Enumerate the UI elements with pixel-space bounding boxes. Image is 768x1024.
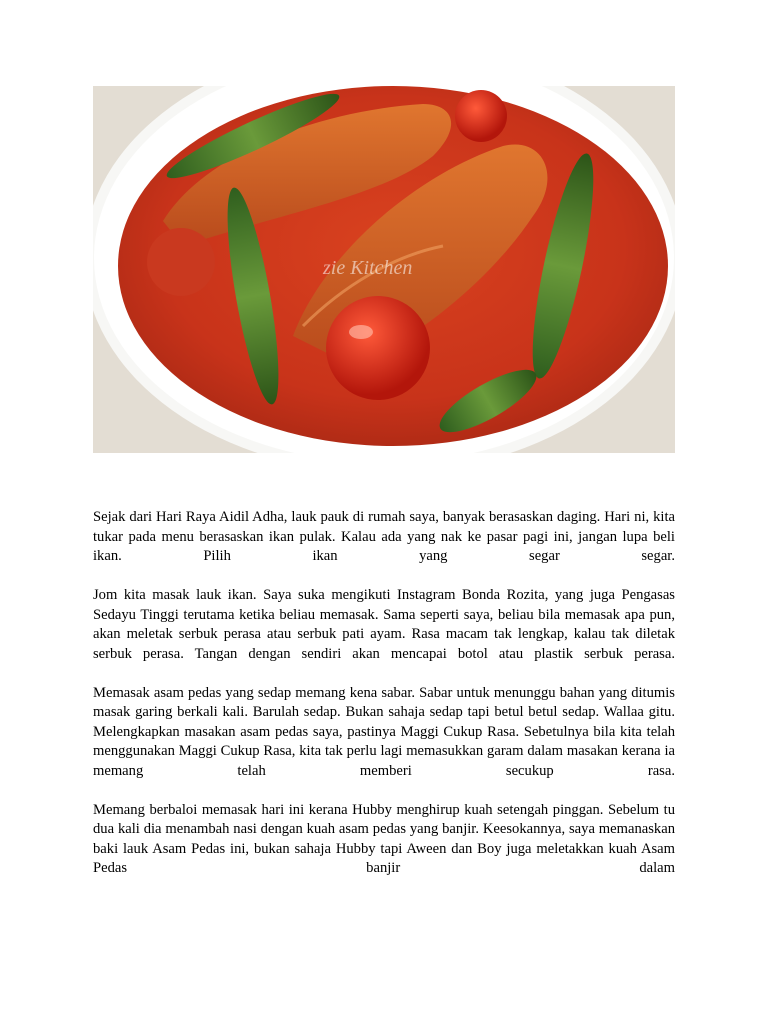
paragraph-4: Memang berbaloi memasak hari ini kerana Hubby menghirup kuah setengah pinggan. Sebelum tu dua kali dia menambah nasi dengan kuah asam pedas yang banjir. Keesokannya, saya memanaskan baki lauk Asam Pedas ini, bukan sahaja Hubby tapi Aween dan Boy juga meletakkan kuah Asam Pedas banjir dalam bbox=[93, 801, 675, 876]
article-body bbox=[93, 508, 675, 898]
asam-pedas-illustration bbox=[93, 86, 675, 453]
paragraph-1: Sejak dari Hari Raya Aidil Adha, lauk pauk di rumah saya, banyak berasaskan daging. Hari ni, kita tukar pada menu berasaskan ikan pulak. Kalau ada yang nak ke pasar pagi ini, jangan lupa beli ikan. Pilih ikan yang segar segar. bbox=[93, 509, 675, 564]
food-photo bbox=[93, 86, 675, 453]
photo-watermark: zie Kitchen bbox=[323, 257, 413, 279]
paragraph-3: Memasak asam pedas yang sedap memang kena sabar. Sabar untuk menunggu bahan yang ditumis masak garing berkali kali. Barulah sedap. Bukan sahaja sedap tapi betul betul sedap. Wallaa gitu. Melengkapkan masakan asam pedas saya, pastinya Maggi Cukup Rasa. Sebetulnya bila kita telah menggunakan Maggi Cukup Rasa, kita tak perlu lagi memasukkan garam dalam masakan kerana ia memang telah memberi secukup rasa. bbox=[93, 684, 675, 779]
paragraph-2: Jom kita masak lauk ikan. Saya suka mengikuti Instagram Bonda Rozita, yang juga Pengasas Sedayu Tinggi terutama ketika beliau memasak. Sama seperti saya, beliau bila memasak apa pun, akan meletak serbuk perasa atau serbuk pati ayam. Rasa macam tak lengkap, kalau tak diletak serbuk perasa. Tangan dengan sendiri akan mencapai botol atau plastik serbuk perasa. bbox=[93, 587, 675, 662]
